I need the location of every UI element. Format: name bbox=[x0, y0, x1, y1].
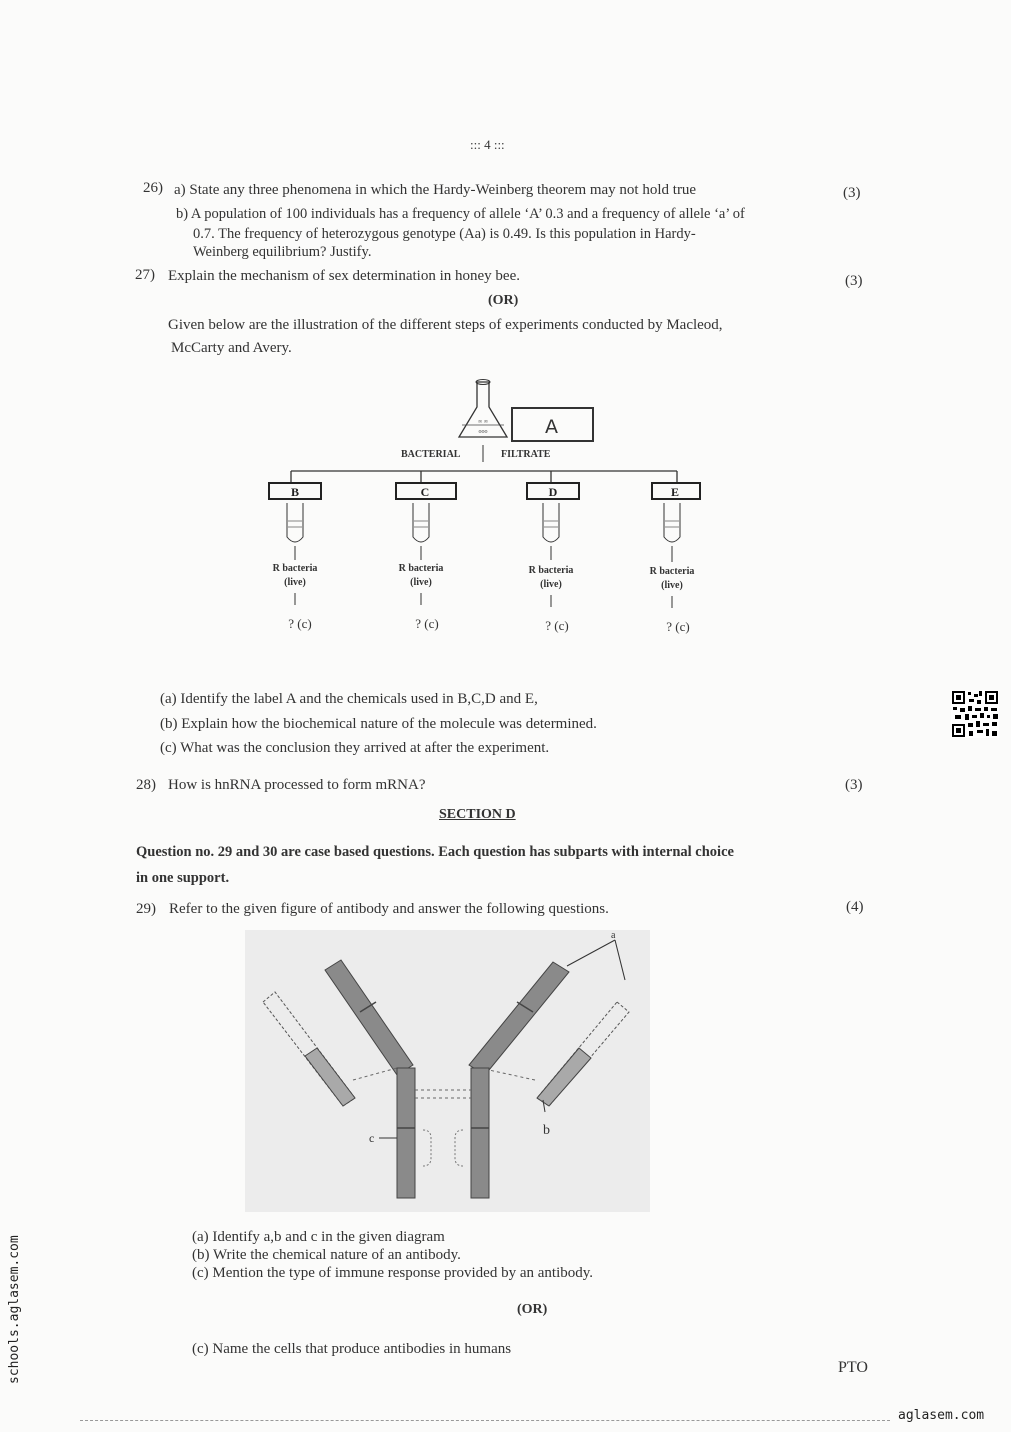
svg-text:? (c): ? (c) bbox=[545, 618, 569, 633]
svg-text:∞ ∞: ∞ ∞ bbox=[477, 419, 489, 425]
q27-intro-line2: McCarty and Avery. bbox=[171, 340, 292, 356]
q29-text: Refer to the given figure of antibody and answer the following questions. bbox=[169, 901, 609, 917]
section-d-title: SECTION D bbox=[439, 807, 516, 822]
antibody-label-a: a bbox=[611, 930, 616, 941]
svg-text:ooo: ooo bbox=[478, 429, 488, 435]
q29-alt-part: (c) Name the cells that produce antibodies in humans bbox=[192, 1341, 512, 1357]
filtrate-label: FILTRATE bbox=[501, 449, 551, 460]
svg-text:(live): (live) bbox=[410, 577, 432, 588]
svg-text:D: D bbox=[548, 485, 558, 499]
q26-number: 26) bbox=[143, 180, 163, 196]
q29-part-c: (c) Mention the type of immune response provided by an antibody. bbox=[192, 1265, 594, 1281]
bacterial-label: BACTERIAL bbox=[401, 449, 461, 460]
tube-group-c bbox=[396, 483, 456, 631]
q26-part-b-line3: Weinberg equilibrium? Justify. bbox=[193, 244, 372, 260]
svg-text:C: C bbox=[420, 485, 430, 499]
svg-text:? (c): ? (c) bbox=[288, 616, 312, 631]
side-watermark: schools.aglasem.com bbox=[7, 1235, 22, 1384]
q26-part-b-line2: 0.7. The frequency of heterozygous genotype (Aa) is 0.49. Is this population in Hardy- bbox=[193, 226, 696, 242]
box-a-text: A bbox=[545, 416, 558, 438]
q26-part-b-line1: b) A population of 100 individuals has a frequency of allele ‘A’ 0.3 and a frequency of allele ‘a’ of bbox=[176, 206, 745, 222]
antibody-figure bbox=[245, 930, 650, 1212]
q29-part-a: (a) Identify a,b and c in the given diagram bbox=[192, 1229, 445, 1245]
svg-text:R bacteria: R bacteria bbox=[272, 563, 318, 574]
antibody-label-b: b bbox=[543, 1123, 550, 1138]
q27-part-a: (a) Identify the label A and the chemicals used in B,C,D and E, bbox=[160, 691, 538, 707]
q29-part-b: (b) Write the chemical nature of an antibody. bbox=[192, 1247, 461, 1263]
svg-text:(live): (live) bbox=[284, 577, 306, 588]
svg-text:B: B bbox=[290, 485, 300, 499]
flask-icon bbox=[459, 380, 507, 438]
bottom-watermark: aglasem.com bbox=[898, 1408, 985, 1423]
svg-text:(live): (live) bbox=[661, 580, 683, 591]
q26-part-a: a) State any three phenomena in which the Hardy-Weinberg theorem may not hold true bbox=[174, 182, 697, 198]
svg-text:E: E bbox=[670, 485, 680, 499]
qr-code-icon bbox=[951, 690, 999, 738]
q27-part-b: (b) Explain how the biochemical nature of the molecule was determined. bbox=[160, 716, 597, 732]
q29-or-label: (OR) bbox=[517, 1302, 548, 1317]
q28-number: 28) bbox=[136, 777, 156, 793]
q28-marks: (3) bbox=[845, 777, 863, 793]
svg-text:? (c): ? (c) bbox=[415, 616, 439, 631]
q27-number: 27) bbox=[135, 267, 155, 283]
q26-marks: (3) bbox=[843, 185, 861, 201]
q28-text: How is hnRNA processed to form mRNA? bbox=[168, 777, 426, 793]
antibody-label-c: c bbox=[369, 1131, 375, 1145]
tube-group-b bbox=[269, 483, 321, 631]
q27-text: Explain the mechanism of sex determination in honey bee. bbox=[168, 268, 520, 284]
svg-text:R bacteria: R bacteria bbox=[528, 565, 574, 576]
svg-text:R bacteria: R bacteria bbox=[649, 566, 695, 577]
q27-marks: (3) bbox=[845, 273, 863, 289]
section-d-note-line2: in one support. bbox=[136, 870, 230, 886]
q27-part-c: (c) What was the conclusion they arrived at after the experiment. bbox=[160, 740, 550, 756]
footer-divider bbox=[80, 1420, 890, 1421]
q27-or-label: (OR) bbox=[488, 293, 519, 308]
tube-group-e bbox=[650, 483, 700, 634]
tube-group-d bbox=[527, 483, 579, 633]
q27-intro-line1: Given below are the illustration of the different steps of experiments conducted by Macleod, bbox=[168, 317, 723, 333]
q29-marks: (4) bbox=[846, 899, 864, 915]
page-number: ::: 4 ::: bbox=[470, 137, 505, 152]
pto-label: PTO bbox=[838, 1359, 868, 1376]
svg-text:? (c): ? (c) bbox=[666, 619, 690, 634]
q29-number: 29) bbox=[136, 901, 156, 917]
experiment-figure bbox=[255, 375, 725, 645]
svg-text:R bacteria: R bacteria bbox=[398, 563, 444, 574]
section-d-note-line1: Question no. 29 and 30 are case based questions. Each question has subparts with internal choice bbox=[136, 844, 734, 860]
svg-text:(live): (live) bbox=[540, 579, 562, 590]
